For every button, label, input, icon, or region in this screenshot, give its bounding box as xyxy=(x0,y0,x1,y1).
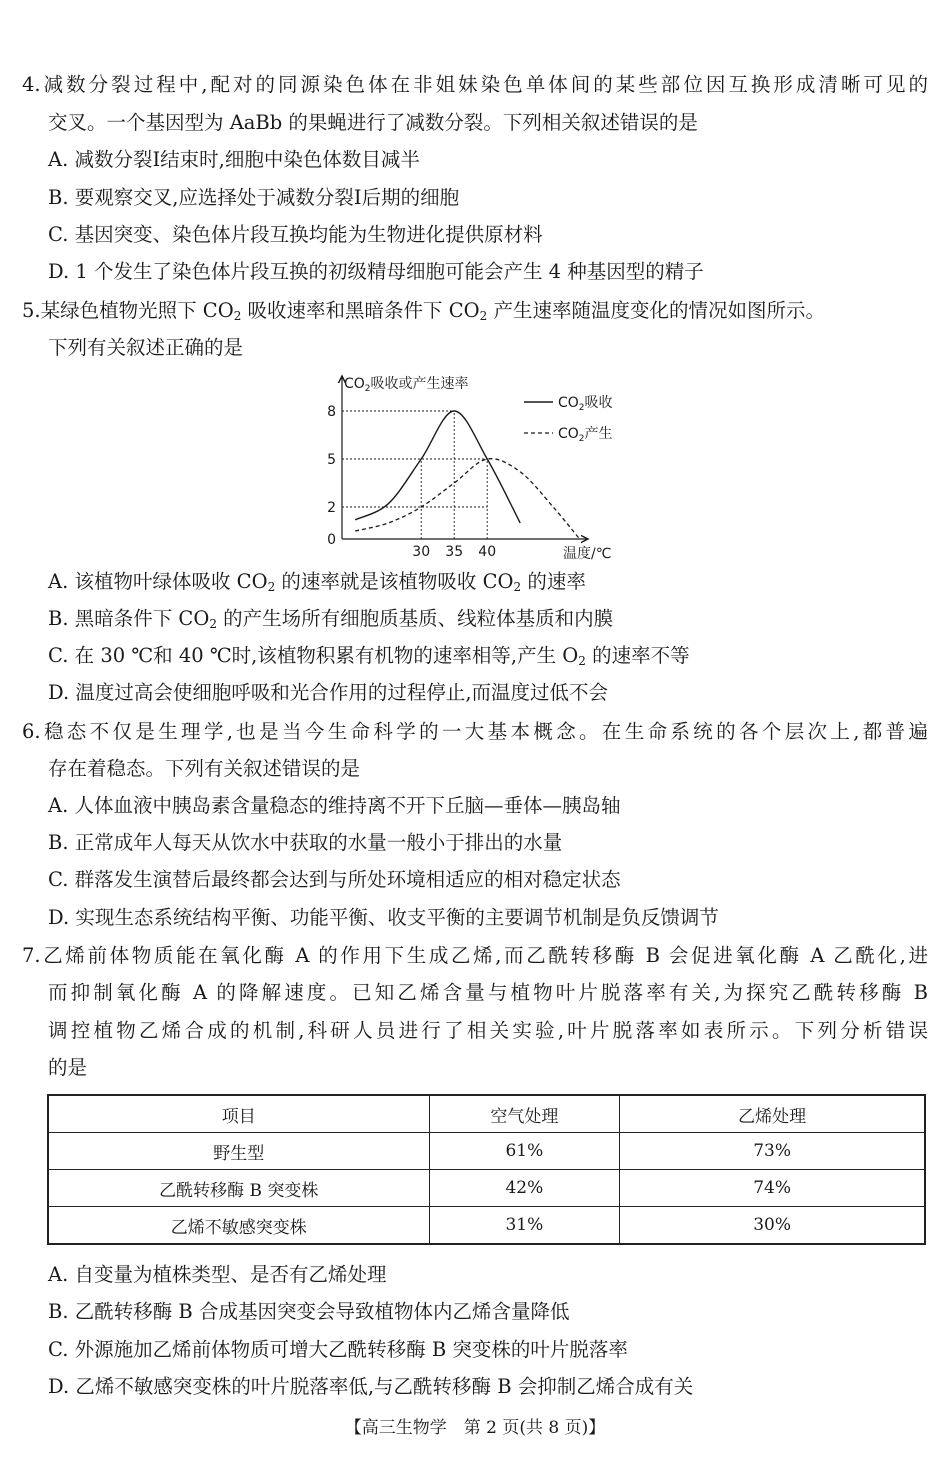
q6-option-c: C. 群落发生演替后最终都会达到与所处环境相适应的相对稳定状态 xyxy=(48,868,621,891)
q6-option-b: B. 正常成年人每天从饮水中获取的水量一般小于排出的水量 xyxy=(48,831,563,854)
table-header-cell: 乙烯处理 xyxy=(620,1095,925,1133)
q6-option-d: D. 实现生态系统结构平衡、功能平衡、收支平衡的主要调节机制是负反馈调节 xyxy=(48,906,719,929)
table-row xyxy=(48,1207,925,1245)
table-cell: 61% xyxy=(429,1133,620,1170)
q7-option-a: A. 自变量为植株类型、是否有乙烯处理 xyxy=(48,1263,387,1286)
table-row xyxy=(48,1170,925,1207)
table-header-row xyxy=(48,1095,925,1133)
table-cell: 野生型 xyxy=(48,1133,429,1170)
q4-stem-line2: 交叉。一个基因型为 AaBb 的果蝇进行了减数分裂。下列相关叙述错误的是 xyxy=(48,111,698,134)
y-axis-label: $CO_2$吸收或产生速率 xyxy=(344,376,469,394)
x-tick-label: 35 xyxy=(445,544,464,560)
q5-stem-line2: 下列有关叙述正确的是 xyxy=(48,336,244,359)
y-tick-label: 2 xyxy=(327,500,336,516)
q7-stem-line1: 7.乙烯前体物质能在氧化酶 A 的作用下生成乙烯,而乙酰转移酶 B 会促进氧化酶 A 乙酰化,进 xyxy=(22,944,928,967)
q5-option-d: D. 温度过高会使细胞呼吸和光合作用的过程停止,而温度过低不会 xyxy=(48,681,609,704)
q7-stem-line2: 而抑制氧化酶 A 的降解速度。已知乙烯含量与植物叶片脱落率有关,为探究乙酰转移酶 B xyxy=(48,981,928,1004)
q4-option-c: C. 基因突变、染色体片段互换均能为生物进化提供原材料 xyxy=(48,223,543,246)
q5-option-c: C. 在 30 ℃和 40 ℃时,该植物积累有机物的速率相等,产生 $O_2$ 的速率不等 xyxy=(48,644,690,668)
q6-stem-line2: 存在着稳态。下列有关叙述错误的是 xyxy=(48,757,361,780)
page-footer: 【高三生物学 第 2 页(共 8 页)】 xyxy=(344,1418,606,1438)
legend-co2-produce: $CO_2$产生 xyxy=(558,426,613,444)
table-header-cell: 项目 xyxy=(48,1095,429,1133)
y-tick-label: 5 xyxy=(327,452,336,468)
y-tick-label: 8 xyxy=(327,404,336,420)
co2-produce-line xyxy=(355,459,579,539)
q4-stem-line1: 4.减数分裂过程中,配对的同源染色体在非姐妹染色单体间的某些部位因互换形成清晰可见的 xyxy=(22,73,928,96)
q6-stem-line1: 6.稳态不仅是生理学,也是当今生命科学的一大基本概念。在生命系统的各个层次上,都普遍 xyxy=(22,720,928,743)
table-cell: 乙酰转移酶 B 突变株 xyxy=(48,1170,429,1207)
table-cell: 74% xyxy=(620,1170,925,1207)
table-row xyxy=(48,1133,925,1170)
x-tick-label: 40 xyxy=(478,544,497,560)
table-cell: 31% xyxy=(429,1207,620,1245)
co2-rate-chart xyxy=(320,368,640,564)
q7-option-c: C. 外源施加乙烯前体物质可增大乙酰转移酶 B 突变株的叶片脱落率 xyxy=(48,1338,628,1361)
q4-option-a: A. 减数分裂Ⅰ结束时,细胞中染色体数目减半 xyxy=(48,148,420,171)
y-tick-label: 0 xyxy=(327,532,336,548)
x-tick-label: 30 xyxy=(412,544,431,560)
legend-co2-absorb: $CO_2$吸收 xyxy=(558,395,613,413)
table-cell: 乙烯不敏感突变株 xyxy=(48,1207,429,1245)
q6-option-a: A. 人体血液中胰岛素含量稳态的维持离不开下丘脑—垂体—胰岛轴 xyxy=(48,794,621,817)
table-cell: 42% xyxy=(429,1170,620,1207)
q4-option-d: D. 1 个发生了染色体片段互换的初级精母细胞可能会产生 4 种基因型的精子 xyxy=(48,260,704,283)
table-cell: 30% xyxy=(620,1207,925,1245)
q4-option-b: B. 要观察交叉,应选择处于减数分裂Ⅰ后期的细胞 xyxy=(48,186,460,209)
x-axis-label: 温度/℃ xyxy=(563,546,612,562)
q7-option-d: D. 乙烯不敏感突变株的叶片脱落率低,与乙酰转移酶 B 会抑制乙烯合成有关 xyxy=(48,1375,694,1398)
q7-stem-line3: 调控植物乙烯合成的机制,科研人员进行了相关实验,叶片脱落率如表所示。下列分析错误 xyxy=(48,1019,928,1042)
q7-data-table xyxy=(47,1094,926,1245)
table-cell: 73% xyxy=(620,1133,925,1170)
table-header-cell: 空气处理 xyxy=(429,1095,620,1133)
q5-option-b: B. 黑暗条件下 $CO_2$ 的产生场所有细胞质基质、线粒体基质和内膜 xyxy=(48,607,614,631)
q5-option-a: A. 该植物叶绿体吸收 $CO_2$ 的速率就是该植物吸收 $CO_2$ 的速率 xyxy=(48,570,586,594)
q7-option-b: B. 乙酰转移酶 B 合成基因突变会导致植物体内乙烯含量降低 xyxy=(48,1300,570,1323)
q5-stem-line1: 5.某绿色植物光照下 $CO_2$ 吸收速率和黑暗条件下 $CO_2$ 产生速率随温度变化的情况如图所示。 xyxy=(22,299,826,323)
co2-absorb-line xyxy=(355,411,520,523)
q7-stem-line4: 的是 xyxy=(48,1056,88,1079)
